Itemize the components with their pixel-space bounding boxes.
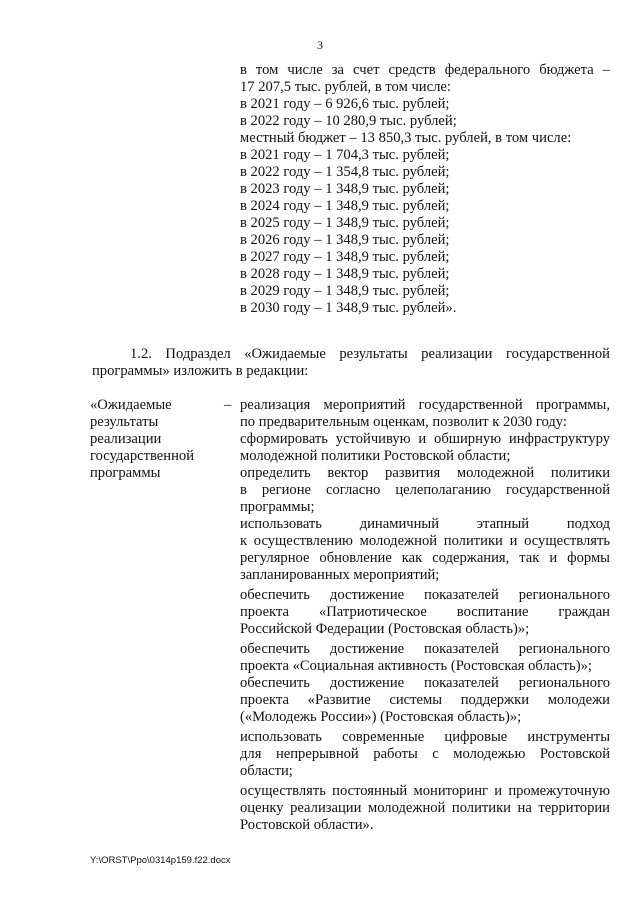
result-line: реализация мероприятий государственной программы, — [240, 397, 610, 413]
budget-line: в том числе за счет средств федерального бюджета – — [240, 62, 610, 78]
result-line: запланированных мероприятий; — [240, 567, 440, 583]
page-number: 3 — [317, 38, 323, 52]
budget-line: в 2026 году – 1 348,9 тыс. рублей; — [240, 232, 450, 248]
budget-line: в 2023 году – 1 348,9 тыс. рублей; — [240, 181, 450, 197]
result-line: использовать современные цифровые инструменты — [240, 729, 610, 745]
separator-dash: – — [224, 397, 232, 413]
footer-file-path: Y:\ORST\Ppo\0314p159.f22.docx — [90, 855, 231, 866]
budget-line: в 2025 году – 1 348,9 тыс. рублей; — [240, 215, 450, 231]
section-label-line: результаты — [90, 414, 159, 430]
result-line: оценку реализации молодежной политики на территории — [240, 800, 610, 816]
budget-line: в 2029 году – 1 348,9 тыс. рублей; — [240, 283, 450, 299]
result-line: по предварительным оценкам, позволит к 2030 году: — [240, 414, 567, 430]
result-line: для непрерывной работы с молодежью Ростовской — [240, 746, 610, 762]
budget-line: 17 207,5 тыс. рублей, в том числе: — [240, 79, 451, 95]
subsection-line: программы» изложить в редакции: — [92, 363, 309, 379]
result-line: к осуществлению молодежной политики и осуществлять — [240, 533, 610, 549]
result-line: осуществлять постоянный мониторинг и промежуточную — [240, 783, 610, 799]
budget-line: в 2027 году – 1 348,9 тыс. рублей; — [240, 249, 450, 265]
result-line: программы; — [240, 499, 315, 515]
budget-line: местный бюджет – 13 850,3 тыс. рублей, в том числе: — [240, 130, 572, 146]
result-line: сформировать устойчивую и обширную инфраструктуру — [240, 431, 610, 447]
section-label-line: «Ожидаемые — [90, 397, 172, 413]
result-line: определить вектор развития молодежной политики — [240, 465, 610, 481]
result-line: области; — [240, 763, 293, 779]
budget-line: в 2022 году – 10 280,9 тыс. рублей; — [240, 113, 457, 129]
budget-line: в 2022 году – 1 354,8 тыс. рублей; — [240, 164, 450, 180]
result-line: проекта «Патриотическое воспитание граждан — [240, 604, 610, 620]
result-line: молодежной политики Ростовской области; — [240, 448, 511, 464]
result-line: («Молодежь России») (Ростовская область)»; — [240, 709, 522, 725]
result-line: проекта «Социальная активность (Ростовская область)»; — [240, 658, 592, 674]
result-line: использовать динамичный этапный подход — [240, 516, 610, 532]
budget-line: в 2028 году – 1 348,9 тыс. рублей; — [240, 266, 450, 282]
result-line: обеспечить достижение показателей регионального — [240, 675, 610, 691]
result-line: обеспечить достижение показателей регионального — [240, 641, 610, 657]
subsection-line: 1.2. Подраздел «Ожидаемые результаты реализации государственной — [130, 346, 610, 362]
result-line: регулярное обновление как содержания, так и формы — [240, 550, 610, 566]
budget-line: в 2021 году – 1 704,3 тыс. рублей; — [240, 147, 450, 163]
section-label-line: программы — [90, 465, 161, 481]
section-label-line: государственной — [90, 448, 195, 464]
budget-line: в 2024 году – 1 348,9 тыс. рублей; — [240, 198, 450, 214]
result-line: проекта «Развитие системы поддержки молодежи — [240, 692, 610, 708]
budget-line: в 2021 году – 6 926,6 тыс. рублей; — [240, 96, 450, 112]
budget-line: в 2030 году – 1 348,9 тыс. рублей». — [240, 300, 457, 316]
section-label-line: реализации — [90, 431, 162, 447]
result-line: Ростовской области». — [240, 817, 374, 833]
result-line: обеспечить достижение показателей регионального — [240, 587, 610, 603]
result-line: в регионе согласно целеполаганию государственной — [240, 482, 610, 498]
result-line: Российской Федерации (Ростовская область)»; — [240, 621, 530, 637]
